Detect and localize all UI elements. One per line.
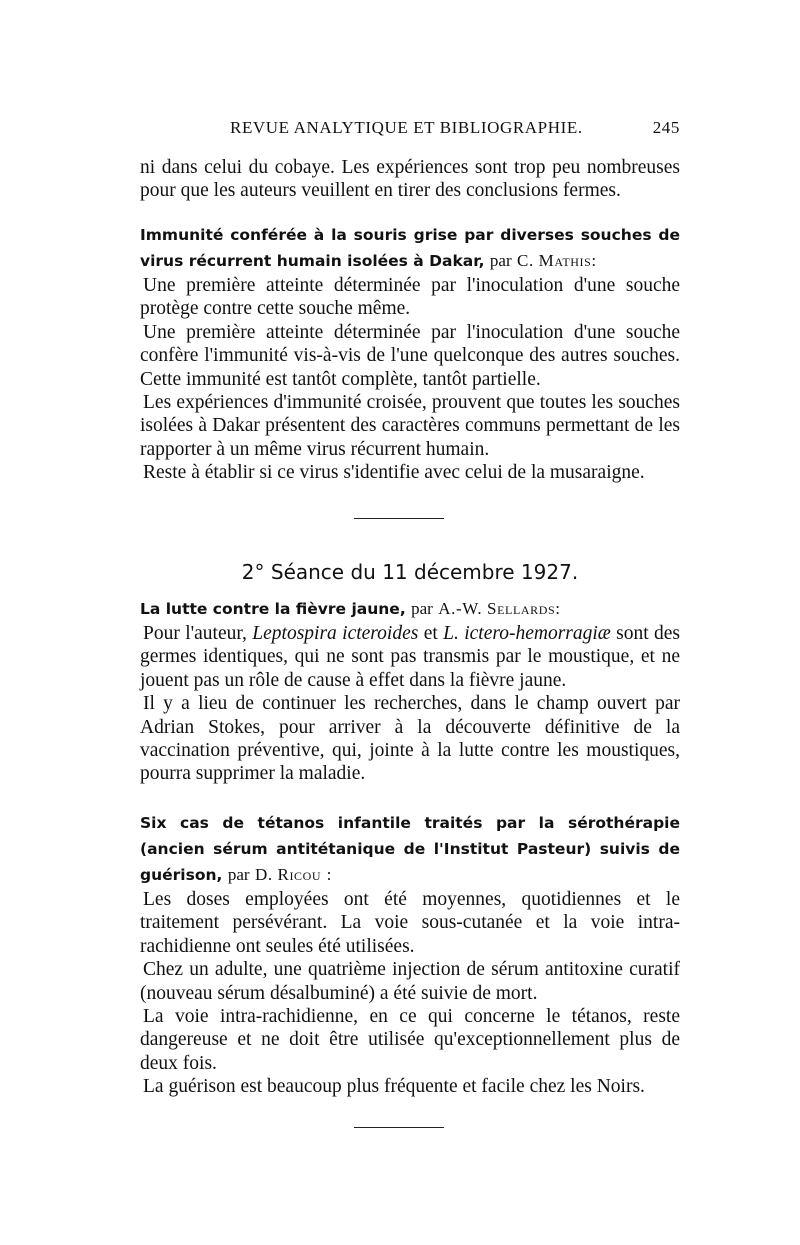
article-2-para-1-text-b: et <box>423 623 438 644</box>
article-2-taxon-2: L. ictero-hemorragiæ <box>443 623 611 644</box>
article-1-heading <box>140 222 680 274</box>
article-1-colon: : <box>591 251 597 270</box>
intro-line-1: ni dans celui du cobaye. Les expériences sont trop peu nombreuses <box>140 157 680 178</box>
article-1-para-1: Une première atteinte déterminée par l'inoculation d'une souche protège contre cette souche même. <box>140 275 680 320</box>
article-3-title: Six cas de tétanos infantile traités par la sérothérapie (ancien sérum antitétanique de l'Institut Pasteur) suivis de guérison, <box>140 814 680 884</box>
article-2-author: A.-W. Sellards <box>438 599 556 618</box>
article-2-para-1-text-c: sont des germes identiques, qui ne sont pas transmis par le moustique, et ne jouent pas un rôle de cause à effet dans la fièvre jaune. <box>140 623 681 691</box>
article-2-taxon-1: Leptospira icteroides <box>252 623 419 644</box>
article-3-para-1: Les doses employées ont été moyennes, quotidiennes et le traitement persévérant. La voie sous-cutanée et la voie intra-rachidienne ont seules été utilisées. <box>140 889 680 957</box>
article-3-heading <box>140 810 680 888</box>
article-2-para-2: Il y a lieu de continuer les recherches, dans le champ ouvert par Adrian Stokes, pour arriver à la découverte définitive de la vaccination préventive, qui, jointe à la lutte contre les moustiques, pourra supprimer la maladie. <box>140 693 680 785</box>
article-3-para-3: La voie intra-rachidienne, en ce qui concerne le tétanos, reste dangereuse et ne doit être utilisée qu'exceptionnellement plus de deux fois. <box>140 1006 680 1074</box>
article-1-para-3: Les expériences d'immunité croisée, prouvent que toutes les souches isolées à Dakar présentent des caractères communs permettant de les rapporter à un même virus récurrent humain. <box>140 392 680 460</box>
article-2-by: par <box>411 599 433 618</box>
article-1-by: par <box>489 251 512 270</box>
article-3-by: par <box>227 865 250 884</box>
intro-line-2: pour que les auteurs veuillent en tirer des conclusions fermes. <box>140 180 621 202</box>
page-header <box>140 116 680 142</box>
running-title: REVUE ANALYTIQUE ET BIBLIOGRAPHIE. <box>230 118 583 137</box>
section-divider-1 <box>354 518 444 519</box>
article-1-para-2: Une première atteinte déterminée par l'inoculation d'une souche confère l'immunité vis-à-vis de l'une quelconque des autres souches. Cette immunité est tantôt complète, tantôt partielle. <box>140 321 680 390</box>
article-2-heading <box>140 596 680 622</box>
article-3-author: D. Ricou <box>254 865 322 884</box>
section-divider-2 <box>354 1127 444 1128</box>
article-1-title: Immunité conférée à la souris grise par diverses souches de virus récurrent humain isolées à Dakar, <box>140 226 680 270</box>
article-3-colon: : <box>326 865 332 884</box>
article-2-colon: : <box>555 599 561 618</box>
article-3 <box>140 810 680 1099</box>
article-2 <box>140 596 680 786</box>
article-2-para-1 <box>140 622 680 692</box>
article-2-para-1-text-a: Pour l'auteur, <box>143 623 247 644</box>
article-3-para-2: Chez un adulte, une quatrième injection de sérum antitoxine curatif (nouveau sérum désalbuminé) a été suivie de mort. <box>140 959 680 1004</box>
article-1-author: C. Mathis <box>517 251 592 270</box>
page-number: 245 <box>652 118 680 137</box>
article-2-title: La lutte contre la fièvre jaune, <box>140 600 406 618</box>
session-heading: 2° Séance du 11 décembre 1927. <box>241 560 579 584</box>
article-3-para-4: La guérison est beaucoup plus fréquente et facile chez les Noirs. <box>143 1076 645 1098</box>
article-1-para-4: Reste à établir si ce virus s'identifie avec celui de la musaraigne. <box>143 462 645 484</box>
article-1 <box>140 222 680 485</box>
intro-continuation <box>140 156 680 203</box>
